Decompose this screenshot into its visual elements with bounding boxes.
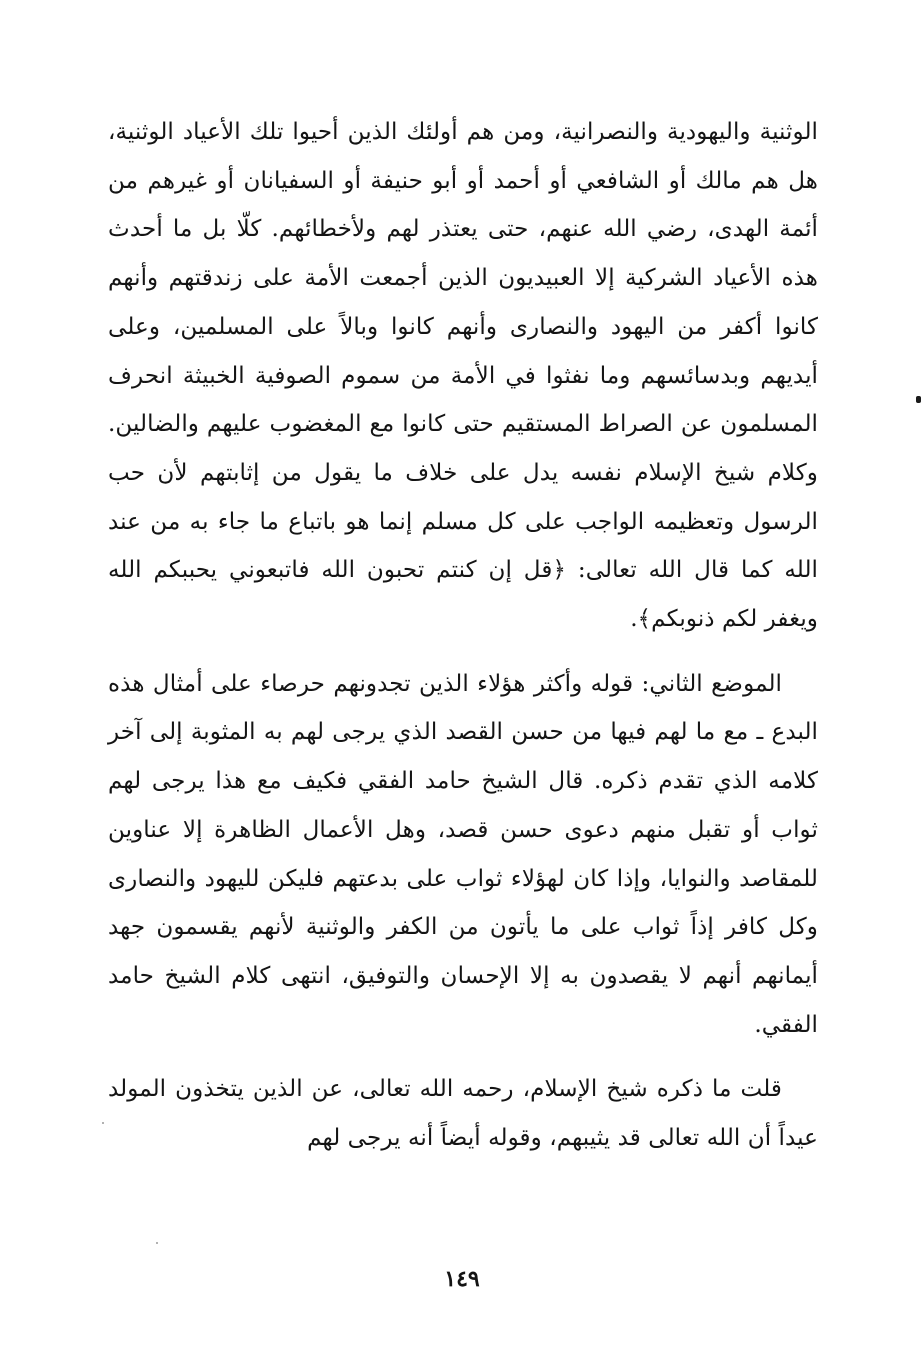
scan-speck [102, 1122, 104, 1124]
margin-ink-mark [916, 396, 921, 403]
paragraph-continuation: الوثنية واليهودية والنصرانية، ومن هم أولئك الذين أحيوا تلك الأعياد الوثنية، هل هم مالك أو الشافعي أو أحمد أو أبو حنيفة أو السفيانان أو غيرهم من أئمة الهدى، رضي الله عنهم، حتى يعتذر لهم ولأخطائهم. كلّا بل ما أحدث هذه الأعياد الشركية إلا العبيديون الذين أجمعت الأمة على زندقتهم وأنهم كانوا أكفر من اليهود والنصارى وأنهم كانوا وبالاً على المسلمين، وعلى أيديهم وبدسائسهم وما نفثوا في الأمة من سموم الصوفية الخبيثة انحرف المسلمون عن الصراط المستقيم حتى كانوا مع المغضوب عليهم والضالين. وكلام شيخ الإسلام نفسه يدل على خلاف ما يقول من إثابتهم لأن حب الرسول وتعظيمه الواجب على كل مسلم إنما هو باتباع ما جاء به من عند الله كما قال الله تعالى: ﴿قل إن كنتم تحبون الله فاتبعوني يحببكم الله ويغفر لكم ذنوبكم﴾. [108, 118, 818, 633]
paragraph-second-position: الموضع الثاني: قوله وأكثر هؤلاء الذين تجدونهم حرصاء على أمثال هذه البدع ـ مع ما لهم فيها من حسن القصد الذي يرجى لهم به المثوبة إلى آخر كلامه الذي تقدم ذكره. قال الشيخ حامد الفقي فكيف مع هذا يرجى لهم ثواب أو تقبل منهم دعوى حسن قصد، وهل الأعمال الظاهرة إلا عناوين للمقاصد والنوايا، وإذا كان لهؤلاء ثواب على بدعتهم فليكن لليهود والنصارى وكل كافر إذاً ثواب على ما يأتون من الكفر والوثنية لأنهم يقسمون جهد أيمانهم أنهم لا يقصدون به إلا الإحسان والتوفيق، انتهى كلام الشيخ حامد الفقي. [108, 669, 818, 1038]
page-body [108, 108, 818, 1163]
scan-speck [156, 1242, 158, 1244]
page-number: ١٤٩ [444, 1266, 480, 1292]
paragraph-author-comment: قلت ما ذكره شيخ الإسلام، رحمه الله تعالى، عن الذين يتخذون المولد عيداً أن الله تعالى قد يثيبهم، وقوله أيضاً أنه يرجى لهم [108, 1075, 818, 1152]
